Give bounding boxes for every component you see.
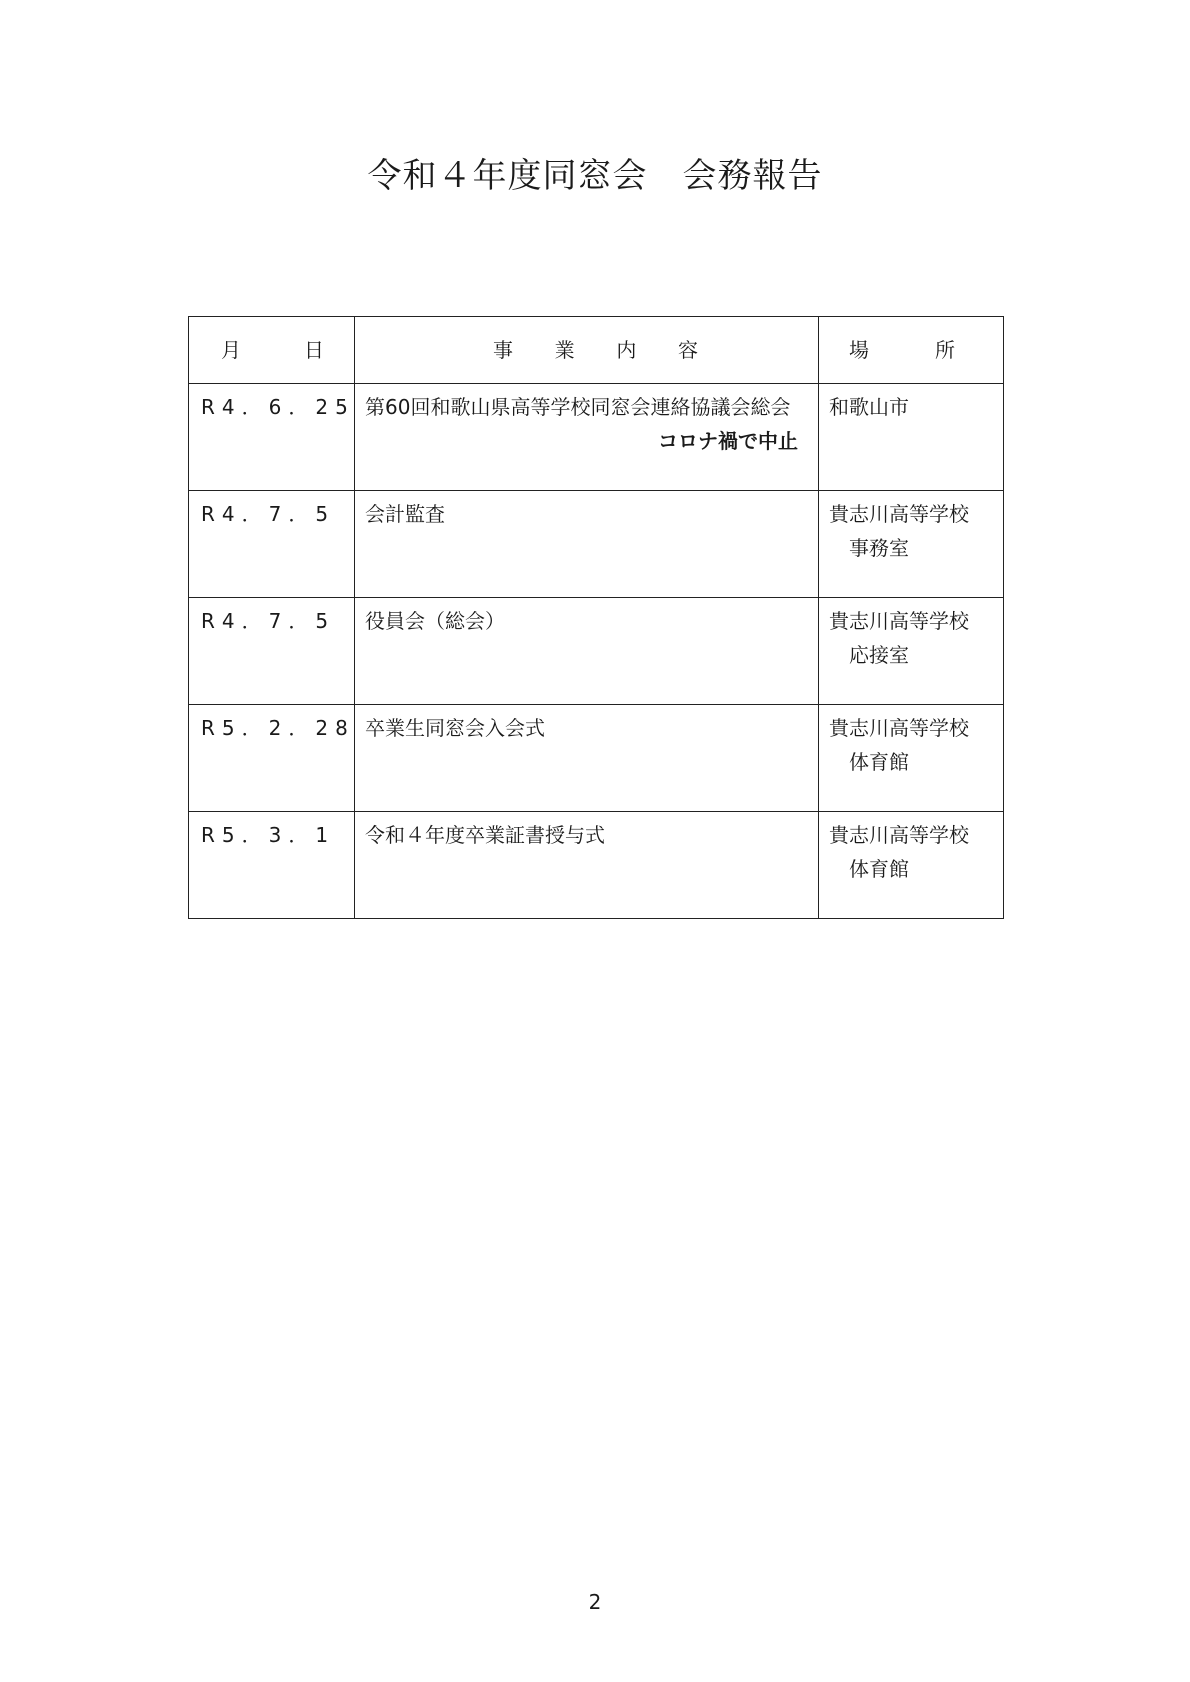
header-date-char: 日 <box>304 338 324 362</box>
header-place-char: 所 <box>935 338 955 362</box>
date-text: R4．7．5 <box>201 502 336 526</box>
place-room-text: 体育館 <box>849 857 909 881</box>
date-cell <box>189 598 355 705</box>
header-place <box>819 317 1004 384</box>
table-row <box>189 491 1004 598</box>
activity-report-table <box>188 316 1004 919</box>
content-text: 第60回和歌山県高等学校同窓会連絡協議会総会 <box>365 395 791 419</box>
place-text: 貴志川高等学校 <box>829 609 969 633</box>
content-text: 会計監査 <box>365 502 445 526</box>
place-room-text: 応接室 <box>849 643 909 667</box>
place-cell <box>819 812 1004 919</box>
place-cell <box>819 705 1004 812</box>
table-row <box>189 812 1004 919</box>
date-cell <box>189 705 355 812</box>
header-content <box>355 317 819 384</box>
table-row <box>189 384 1004 491</box>
place-text: 貴志川高等学校 <box>829 502 969 526</box>
date-cell <box>189 384 355 491</box>
place-text: 和歌山市 <box>829 395 909 419</box>
place-cell <box>819 384 1004 491</box>
date-text: R4．6．25 <box>201 395 355 419</box>
content-cell <box>355 491 819 598</box>
content-text: 卒業生同窓会入会式 <box>365 716 545 740</box>
header-place-char: 場 <box>849 338 869 362</box>
header-content-char: 内 <box>616 338 637 362</box>
place-cell <box>819 598 1004 705</box>
header-date-char: 月 <box>221 338 241 362</box>
table-header-row <box>189 317 1004 384</box>
document-title: 令和４年度同窓会 会務報告 <box>367 156 823 196</box>
header-date <box>189 317 355 384</box>
content-cell <box>355 705 819 812</box>
date-text: R5．2．28 <box>201 716 355 740</box>
date-cell <box>189 491 355 598</box>
table-row <box>189 705 1004 812</box>
date-text: R5．3．1 <box>201 823 336 847</box>
place-cell <box>819 491 1004 598</box>
page-number: 2 <box>588 1590 602 1614</box>
date-text: R4．7．5 <box>201 609 336 633</box>
place-room-text: 体育館 <box>849 750 909 774</box>
place-text: 貴志川高等学校 <box>829 823 969 847</box>
header-content-char: 事 <box>493 338 513 362</box>
content-cell <box>355 598 819 705</box>
content-cell <box>355 812 819 919</box>
content-text: 役員会（総会） <box>365 609 505 633</box>
place-room-text: 事務室 <box>849 536 909 560</box>
header-content-char: 容 <box>677 338 698 362</box>
date-cell <box>189 812 355 919</box>
content-cell <box>355 384 819 491</box>
table-row <box>189 598 1004 705</box>
cancellation-note: コロナ禍で中止 <box>658 429 798 453</box>
content-text: 令和４年度卒業証書授与式 <box>365 823 605 847</box>
header-content-char: 業 <box>554 338 575 362</box>
place-text: 貴志川高等学校 <box>829 716 969 740</box>
